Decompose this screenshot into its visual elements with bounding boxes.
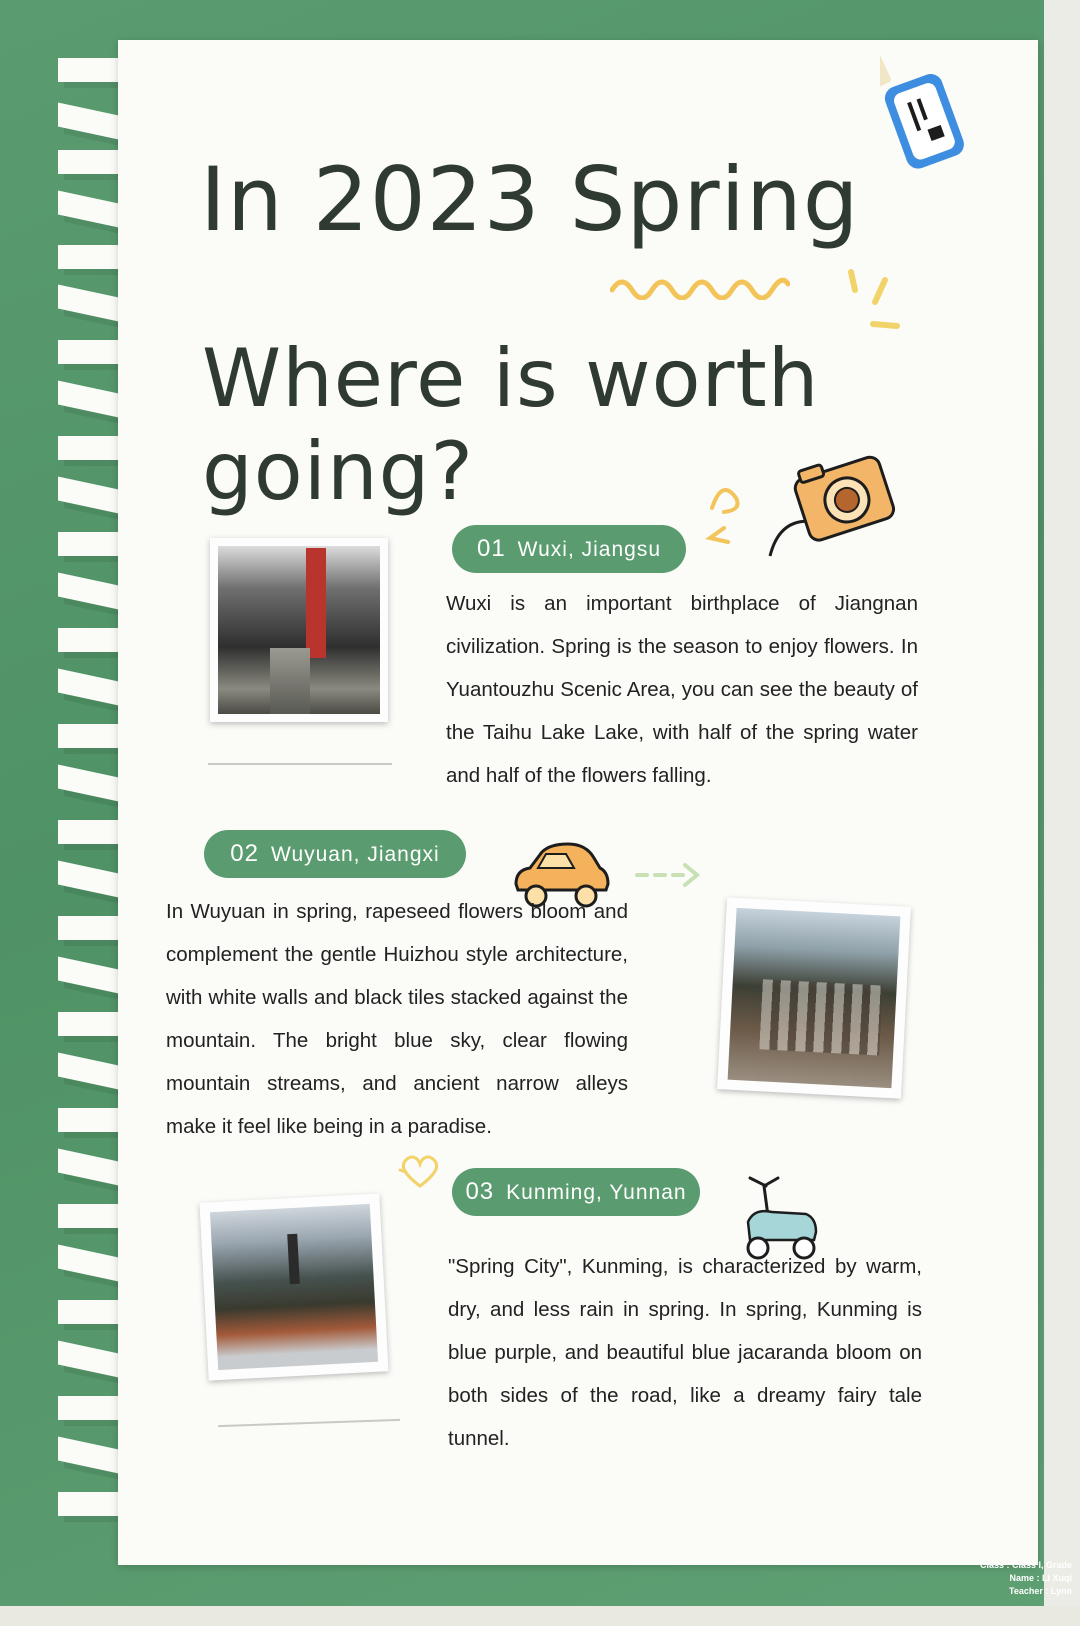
section-02-place: Wuyuan, Jiangxi bbox=[271, 843, 440, 866]
section-03-place: Kunming, Yunnan bbox=[506, 1181, 687, 1204]
section-01-pill bbox=[452, 525, 686, 573]
section-03-pill bbox=[452, 1168, 700, 1216]
credit-name: Name : Li Xuqi bbox=[1009, 1573, 1072, 1583]
kunming-photo bbox=[199, 1193, 388, 1380]
camera-icon bbox=[700, 448, 900, 568]
section-02-number: 02 bbox=[230, 840, 259, 867]
wuxi-photo bbox=[210, 538, 388, 722]
photo-01-rule bbox=[208, 763, 392, 765]
section-01-place: Wuxi, Jiangsu bbox=[517, 538, 662, 561]
squiggle-icon bbox=[610, 270, 790, 300]
section-03-number: 03 bbox=[465, 1178, 495, 1205]
title-line-2: Where is worth going? bbox=[202, 332, 820, 518]
dashed-arrow-icon bbox=[635, 860, 705, 890]
luggage-tag-icon bbox=[880, 30, 970, 170]
credit-class: Class : Class I, Grade bbox=[979, 1560, 1072, 1570]
section-02-pill bbox=[204, 830, 466, 878]
heart-icon bbox=[398, 1152, 442, 1192]
bottom-paper-edge bbox=[0, 1606, 1080, 1626]
sparkle-icon bbox=[845, 268, 905, 338]
section-01-text: Wuxi is an important birthplace of Jiangnan civilization. Spring is the season to enjoy flowers. In Yuantouzhu Scenic Area, you can see the beauty of the Taihu Lake Lake, with half of the spring water and half of the flowers falling. bbox=[446, 592, 918, 787]
wuyuan-photo bbox=[717, 897, 911, 1098]
section-03-text: "Spring City", Kunming, is characterized by warm, dry, and less rain in spring. In spring, Kunming is blue purple, and beautiful blue jacaranda bloom on both sides of the road, like a dreamy fairy tale tunnel. bbox=[448, 1255, 922, 1450]
credits-block bbox=[980, 1559, 1072, 1598]
title-line-1: In 2023 Spring bbox=[200, 148, 860, 251]
credit-teacher: Teacher : Lynn bbox=[1008, 1586, 1072, 1596]
section-02-text: In Wuyuan in spring, rapeseed flowers bloom and complement the gentle Huizhou style architecture, with white walls and black tiles stacked against the mountain. The bright blue sky, clear flowing mountain streams, and ancient narrow alleys make it feel like being in a paradise. bbox=[166, 900, 628, 1138]
section-01-number: 01 bbox=[476, 535, 506, 562]
right-paper-edge bbox=[1044, 0, 1080, 1626]
